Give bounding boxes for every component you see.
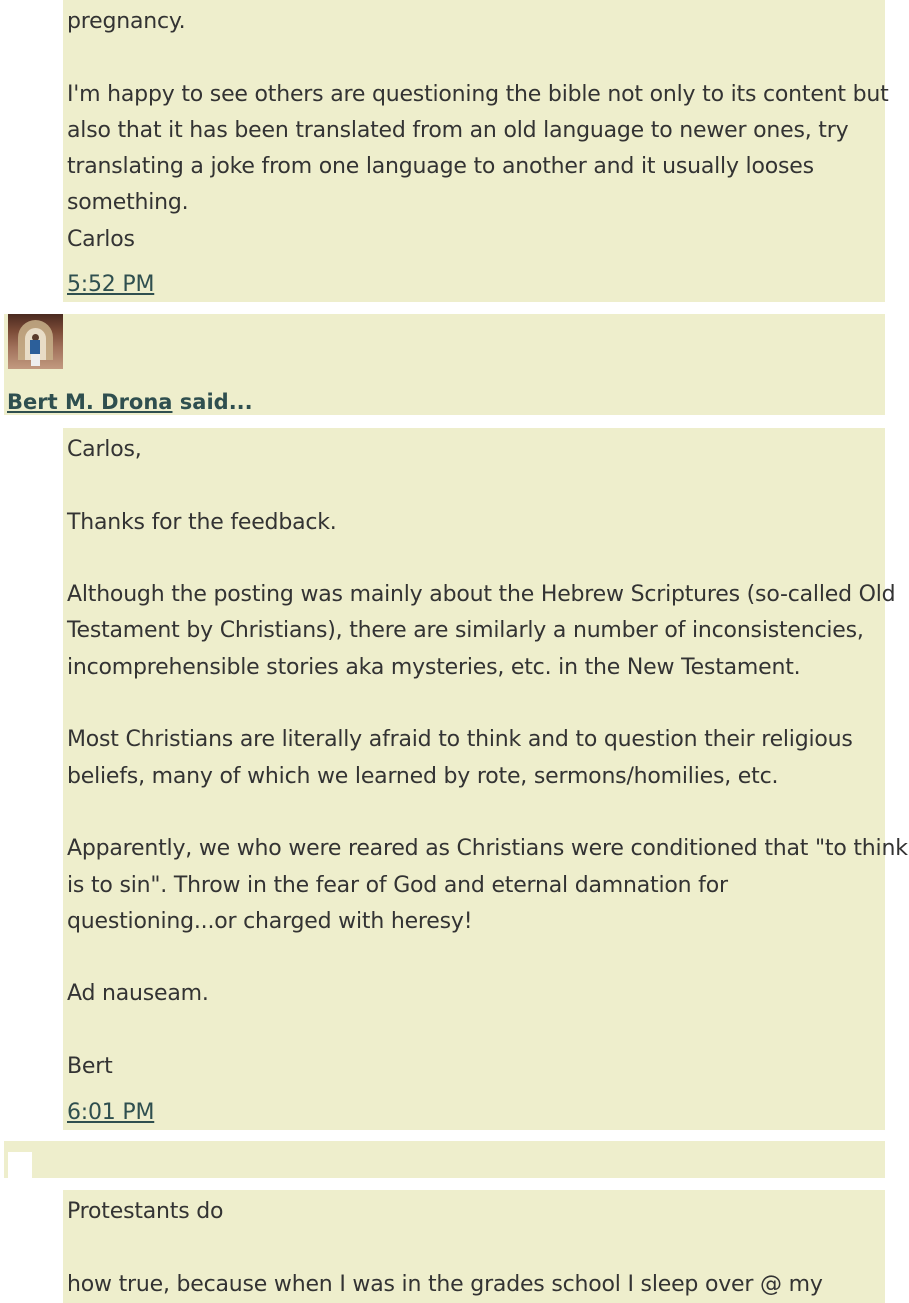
anonymous-avatar bbox=[8, 1152, 32, 1178]
comment-line: Although the posting was mainly about the Hebrew Scriptures (so-called Old bbox=[67, 582, 896, 608]
comment-line: pregnancy. bbox=[67, 9, 186, 34]
comment-timestamp-link[interactable]: 6:01 PM bbox=[67, 1100, 155, 1125]
comment-text-3 bbox=[67, 1194, 823, 1303]
comment-paragraph bbox=[67, 4, 889, 40]
comment-author-header-2 bbox=[4, 314, 885, 415]
comment-line: Testament by Christians), there are similarly a number of inconsistencies, bbox=[67, 618, 864, 644]
comment-body-3 bbox=[63, 1190, 885, 1303]
comment-paragraph bbox=[67, 1194, 823, 1230]
comment-body-1 bbox=[63, 0, 889, 302]
comment-author-link[interactable]: Bert M. Drona bbox=[7, 390, 173, 414]
comment-line: Carlos, bbox=[67, 437, 142, 462]
comment-line: I'm happy to see others are questioning the bible not only to its content but bbox=[67, 81, 889, 107]
comment-paragraph bbox=[67, 577, 908, 686]
comment-body-2 bbox=[63, 428, 908, 1130]
comment-line: something. bbox=[67, 190, 189, 216]
comment-line: how true, because when I was in the grades school I sleep over @ my bbox=[67, 1271, 823, 1297]
comment-line: also that it has been translated from an old language to newer ones, try bbox=[67, 117, 849, 143]
comment-line: Apparently, we who were reared as Christians were conditioned that "to think bbox=[67, 836, 908, 862]
comment-paragraph bbox=[67, 432, 908, 468]
said-label: said... bbox=[172, 390, 253, 414]
comment-paragraph bbox=[67, 1267, 823, 1303]
avatar-person-body bbox=[30, 340, 40, 354]
comment-timestamp-link[interactable]: 5:52 PM bbox=[67, 272, 155, 297]
comment-line: Most Christians are literally afraid to think and to question their religious bbox=[67, 727, 853, 753]
comment-line: Ad nauseam. bbox=[67, 981, 209, 1007]
comment-line: translating a joke from one language to another and it usually looses bbox=[67, 154, 814, 180]
comment-line: is to sin". Throw in the fear of God and eternal damnation for bbox=[67, 872, 728, 898]
comment-paragraph bbox=[67, 77, 889, 258]
comment-author-line bbox=[7, 390, 253, 414]
avatar[interactable] bbox=[8, 314, 63, 369]
comment-line: Bert bbox=[67, 1054, 113, 1080]
comment-text-1 bbox=[67, 4, 889, 258]
comment-line: beliefs, many of which we learned by rote, sermons/homilies, etc. bbox=[67, 763, 779, 789]
avatar-person-legs bbox=[31, 354, 40, 366]
comment-paragraph bbox=[67, 976, 908, 1012]
comment-paragraph bbox=[67, 505, 908, 541]
comment-paragraph bbox=[67, 722, 908, 795]
comment-line: Carlos bbox=[67, 226, 135, 252]
comment-paragraph bbox=[67, 1049, 908, 1085]
comment-line: Thanks for the feedback. bbox=[67, 509, 337, 535]
comment-paragraph bbox=[67, 831, 908, 940]
comment-line: incomprehensible stories aka mysteries, etc. in the New Testament. bbox=[67, 654, 801, 680]
comment-text-2 bbox=[67, 432, 908, 1085]
comment-author-header-3 bbox=[4, 1141, 885, 1178]
comment-line: questioning...or charged with heresy! bbox=[67, 908, 473, 934]
comment-line: Protestants do bbox=[67, 1199, 224, 1224]
